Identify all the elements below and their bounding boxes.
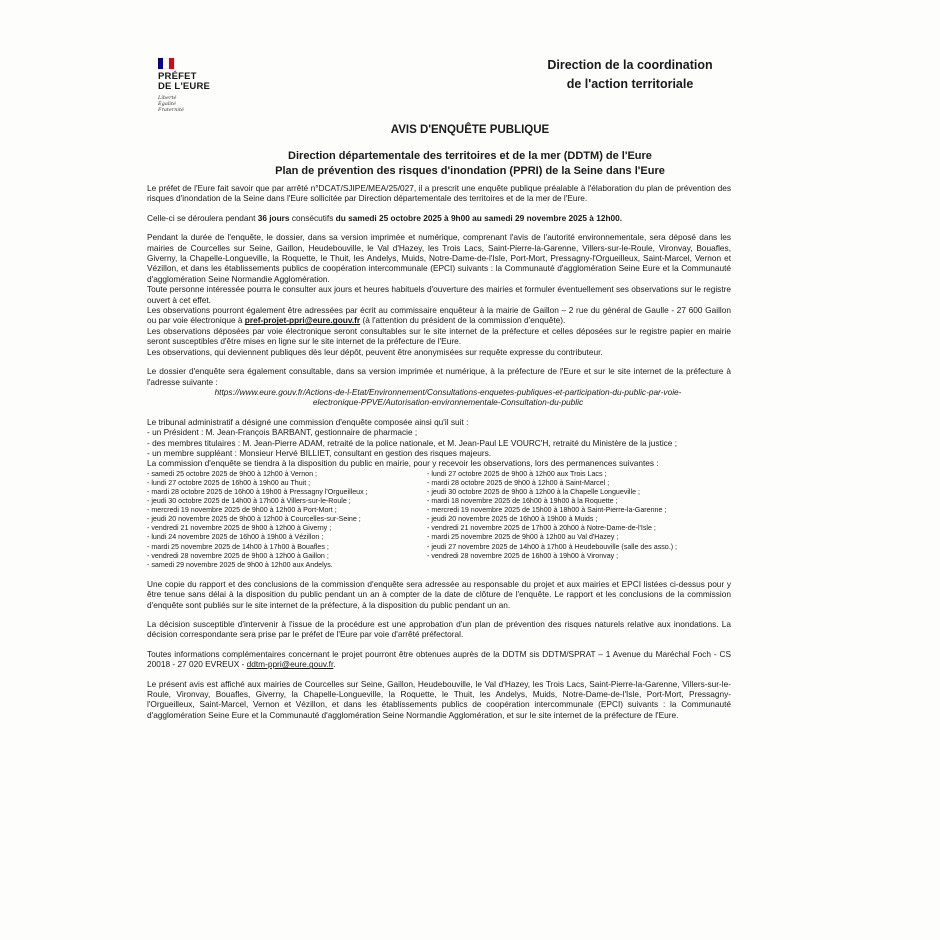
affichage-paragraph: Le présent avis est affiché aux mairies de Courcelles sur Seine, Gaillon, Heudebouville, le Val d'Hazey, les Trois Lacs, Saint-Pierre-la-Garenne, Villers-sur-le-Roule, Vironvay, Bouafles, Giverny, la Chapelle-Longueville, la Roquette, le Thuit, les Andelys, Muids, Notre-Dame-de-l'Isle, Port-Mort, Pressagny-l'Orgueilleux, Saint-Marcel, Vernon et Vézillon, et dans les établissements publics de coopération intercommunale (EPCI) suivants : la Communauté d'agglomération Seine Eure et la Communauté d'agglomération Seine Normandie Agglomération, et sur le site internet de la préfecture de l'Eure. bbox=[147, 678, 731, 720]
permanence-item: - mercredi 19 novembre 2025 de 9h00 à 12h00 à Port-Mort ; bbox=[147, 506, 337, 515]
permanence-item: - jeudi 20 novembre 2025 de 16h00 à 19h00 à Muids ; bbox=[427, 515, 598, 524]
permanence-item: - mardi 28 octobre 2025 de 16h00 à 19h00 à Pressagny l'Orgueilleux ; bbox=[147, 487, 368, 496]
duration-dates: du samedi 25 octobre 2025 à 9h00 au samedi 29 novembre 2025 à 12h00. bbox=[335, 212, 623, 223]
logo-line-1: PRÉFET bbox=[158, 71, 197, 82]
observations-paragraph bbox=[147, 305, 731, 326]
president-line: - un Président : M. Jean-François BARBANT, gestionnaire de pharmacie ; bbox=[147, 427, 418, 438]
permanence-item: - mardi 25 novembre 2025 de 9h00 à 12h00 au Val d'Hazey ; bbox=[427, 533, 619, 542]
permanence-item: - vendredi 28 novembre 2025 de 16h00 à 19h00 à Vironvay ; bbox=[427, 551, 619, 560]
permanences-intro: La commission d'enquête se tiendra à la disposition du public en mairie, pour y recevoir les observations, lors des permanences suivantes : bbox=[147, 458, 659, 469]
logo-line-2: DE L'EURE bbox=[158, 81, 211, 92]
subtitle-line-2: Plan de prévention des risques d'inondation (PPRI) de la Seine dans l'Eure bbox=[275, 165, 665, 177]
permanences-list bbox=[147, 470, 731, 570]
duration-mid: consécutifs bbox=[289, 212, 336, 223]
permanence-item: - vendredi 21 novembre 2025 de 17h00 à 20h00 à Notre-Dame-de-l'Isle ; bbox=[427, 524, 656, 533]
obs-suffix: (à l'attention du président de la commission d'enquête). bbox=[360, 315, 566, 326]
direction-line-2: de l'action territoriale bbox=[566, 77, 694, 91]
dossier-paragraph: Pendant la durée de l'enquête, le dossier, dans sa version imprimée et numérique, comprenant l'avis de l'autorité environnementale, sera déposé dans les mairies de Courcelles sur Seine, Gaillon, Heudebouville, le Val d'Hazey, les Trois Lacs, Saint-Pierre-la-Garenne, Villers-sur-le-Roule, Vironvay, Bouafles, Giverny, la Chapelle-Longueville, la Roquette, le Thuit, les Andelys, Muids, Notre-Dame-de-l'Isle, Port-Mort, Pressagny-l'Orgueilleux, Saint-Marcel, Vernon et Vézillon, et dans les établissements publics de coopération intercommunale (EPCI) suivants : la Communauté d'agglomération Seine Eure et la Communauté d'agglomération Seine Normandie Agglomération. bbox=[147, 232, 731, 284]
titulaires-line: - des membres titulaires : M. Jean-Pierre ADAM, retraité de la police nationale, et M. Jean-Paul LE VOURC'H, retraité du Ministère de la justice ; bbox=[147, 437, 678, 448]
electronic-obs-paragraph: Les observations déposées par voie électronique seront consultables sur le site internet de la préfecture et celles déposées sur le registre papier en mairie seront susceptibles d'être mises en ligne sur le site internet de la préfecture de l'Eure. bbox=[147, 325, 731, 347]
permanences-right-column bbox=[427, 470, 727, 570]
issuing-direction bbox=[520, 56, 740, 94]
url-line-1: https://www.eure.gouv.fr/Actions-de-l-Etat/Environnement/Consultations-enquetes-publiques-et-participation-du-public-par-voie- bbox=[214, 386, 682, 397]
motto-word: Égalité bbox=[158, 101, 176, 107]
permanence-item: - jeudi 30 octobre 2025 de 14h00 à 17h00 à Villers-sur-le-Roule ; bbox=[147, 497, 351, 506]
tribunal-paragraph: Le tribunal administratif a désigné une commission d'enquête composée ainsi qu'il suit : bbox=[147, 416, 469, 427]
rapport-paragraph: Une copie du rapport et des conclusions de la commission d'enquête sera adressée au responsable du projet et aux mairies et EPCI listées ci-dessus pour y être tenue sans délai à la disposition du public pendant un an à compter de la date de clôture de l'enquête. Le rapport et les conclusions de la commission d'enquête sont publiés sur le site internet de la préfecture, à la disposition du public pendant un an. bbox=[147, 578, 731, 610]
notice-body bbox=[147, 183, 731, 720]
ddtm-email-link[interactable]: ddtm-ppri@eure.gouv.fr bbox=[246, 659, 334, 670]
permanence-item: - mercredi 19 novembre 2025 de 15h00 à 18h00 à Saint-Pierre-la-Garenne ; bbox=[427, 506, 667, 515]
dossier-url-link[interactable] bbox=[147, 387, 731, 408]
permanence-item: - jeudi 27 novembre 2025 de 14h00 à 17h00 à Heudebouville (salle des asso.) ; bbox=[427, 542, 678, 551]
site-paragraph: Le dossier d'enquête sera également consultable, dans sa version imprimée et numérique, à la préfecture de l'Eure et sur le site internet de la préfecture à l'adresse suivante : bbox=[147, 366, 731, 387]
infos-paragraph bbox=[147, 649, 731, 670]
public-obs-paragraph: Les observations, qui deviennent publiques dès leur dépôt, peuvent être anonymisées sur requête expresse du contributeur. bbox=[147, 346, 603, 357]
permanence-item: - samedi 25 octobre 2025 de 9h00 à 12h00 à Vernon ; bbox=[147, 469, 317, 478]
obs-prefix: Les observations pourront également être adressées par écrit au commissaire enquêteur à la mairie de Gaillon – 2 rue du général de Gaulle - 27 600 Gaillon ou par voie électronique à bbox=[147, 305, 731, 326]
permanence-item: - mardi 28 octobre 2025 de 9h00 à 12h00 à Saint-Marcel ; bbox=[427, 478, 610, 487]
duration-prefix: Celle-ci se déroulera pendant bbox=[147, 212, 258, 223]
observations-email-link[interactable]: pref-projet-ppri@eure.gouv.fr bbox=[244, 315, 361, 326]
permanence-item: - mardi 25 novembre 2025 de 14h00 à 17h00 à Bouafles ; bbox=[147, 542, 329, 551]
duration-days: 36 jours bbox=[257, 212, 290, 223]
url-line-2: electronique-PPVE/Autorisation-environnementale-Consultation-du-public bbox=[312, 397, 584, 408]
marianne-flag-icon bbox=[158, 58, 174, 69]
subtitle-line-1: Direction départementale des territoires et de la mer (DDTM) de l'Eure bbox=[288, 150, 652, 162]
prefet-logo bbox=[158, 58, 238, 113]
decision-paragraph: La décision susceptible d'intervenir à l'issue de la procédure est une approbation d'un plan de prévention des risques naturels relative aux inondations. La décision correspondante sera prise par le préfet de l'Eure par voie d'arrêté préfectoral. bbox=[147, 619, 731, 640]
motto-word: Fraternité bbox=[158, 107, 184, 113]
permanence-item: - samedi 29 novembre 2025 de 9h00 à 12h00 aux Andelys. bbox=[147, 560, 333, 569]
suppleant-line: - un membre suppléant : Monsieur Hervé BILLIET, consultant en gestion des risques majeurs. bbox=[147, 447, 492, 458]
infos-prefix: Toutes informations complémentaires concernant le projet pourront être obtenues auprès de la DDTM sis DDTM/SPRAT – 1 Avenue du Maréchal Foch - CS 20018 - 27 020 EVREUX - bbox=[147, 648, 731, 670]
intro-paragraph: Le préfet de l'Eure fait savoir que par arrêté n°DCAT/SJIPE/MEA/25/027, il a prescrit une enquête publique préalable à l'élaboration du plan de prévention des risques d'inondation de la Seine dans l'Eure sollicitée par Direction départementale des territoires et de la mer de l'Eure. bbox=[147, 183, 731, 204]
duration-paragraph bbox=[147, 213, 731, 223]
permanence-item: - vendredi 21 novembre 2025 de 9h00 à 12h00 à Giverny ; bbox=[147, 524, 332, 533]
motto-word: Liberté bbox=[158, 95, 177, 101]
infos-suffix: . bbox=[333, 659, 336, 670]
notice-subtitle bbox=[0, 149, 940, 179]
notice-title: AVIS D'ENQUÊTE PUBLIQUE bbox=[390, 124, 550, 136]
permanence-item: - lundi 24 novembre 2025 de 16h00 à 19h00 à Vézillon ; bbox=[147, 533, 324, 542]
permanence-item: - lundi 27 octobre 2025 de 9h00 à 12h00 aux Trois Lacs ; bbox=[427, 469, 607, 478]
permanence-item: - lundi 27 octobre 2025 de 16h00 à 19h00 au Thuit ; bbox=[147, 478, 311, 487]
consult-paragraph: Toute personne intéressée pourra le consulter aux jours et heures habituels d'ouverture des mairies et formuler éventuellement ses observations sur le registre ouvert à cet effet. bbox=[147, 284, 731, 305]
permanence-item: - jeudi 20 novembre 2025 de 9h00 à 12h00 à Courcelles-sur-Seine ; bbox=[147, 515, 361, 524]
permanence-item: - vendredi 28 novembre 2025 de 9h00 à 12h00 à Gaillon ; bbox=[147, 551, 329, 560]
permanences-left-column bbox=[147, 470, 427, 570]
permanence-item: - mardi 18 novembre 2025 de 16h00 à 19h00 à la Roquette ; bbox=[427, 497, 618, 506]
direction-line-1: Direction de la coordination bbox=[547, 58, 713, 72]
logo-motto bbox=[158, 95, 238, 113]
permanence-item: - jeudi 30 octobre 2025 de 9h00 à 12h00 à la Chapelle Longueville ; bbox=[427, 487, 640, 496]
